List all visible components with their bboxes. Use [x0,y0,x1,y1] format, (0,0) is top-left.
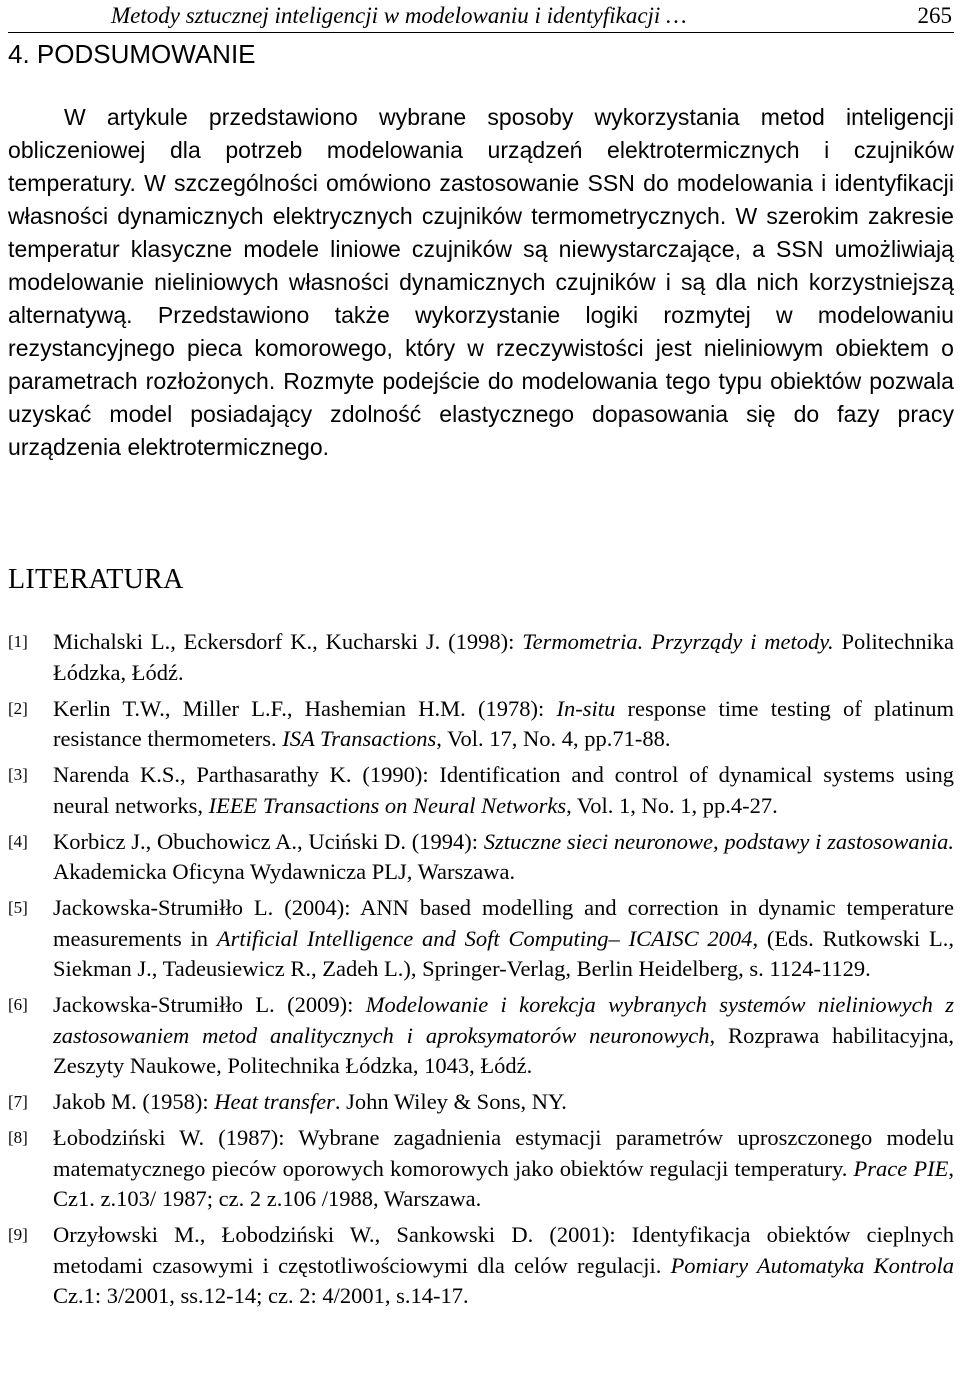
running-header [8,2,954,33]
reference-text: , (Eds. Rutkowski L., Siekman J., Tadeusiewicz R., Zadeh L.), Springer-Verlag, Berlin Heidelberg, s. 1124-1129. [53,925,954,981]
reference-italic-text: Artificial Intelligence and Soft Computing– ICAISC 2004 [216,925,753,951]
reference-italic-text: IEEE Transactions on Neural Networks [208,792,567,818]
reference-text: Jackowska-Strumiłło L. (2004): ANN based modelling and correction in dynamic temperature measurements in [53,895,954,951]
page-number: 265 [917,3,952,28]
reference-text: Akademicka Oficyna Wydawnicza PLJ, Warszawa. [53,859,516,884]
reference-text: , Rozprawa habilitacyjna, Zeszyty Naukowe, Politechnika Łódzka, 1043, Łódź. [53,1022,954,1078]
summary-paragraph: W artykule przedstawiono wybrane sposoby wykorzystania metod inteligencji obliczeniowej dla potrzeb modelowania urządzeń elektrotermicznych i czujników temperatury. W szczególności omówiono zastosowanie SSN do modelowania i identyfikacji własności dynamicznych elektrycznych czujników termometrycznych. W szerokim zakresie temperatur klasyczne modele liniowe czujników są niewystarczające, a SSN umożliwiają modelowanie nieliniowych własności dynamicznych czujników i są dla nich korzystniejszą alternatywą. Przedstawiono także wykorzystanie logiki rozmytej w modelowaniu rezystancyjnego pieca komorowego, który w rzeczywistości jest nieliniowym obiektem o parametrach rozłożonych. Rozmyte podejście do modelowania tego typu obiektów pozwala uzyskać model posiadający zdolność elastycznego dopasowania się do fazy pracy urządzenia elektrotermicznego. [8,104,954,460]
reference-number: [6] [8,995,28,1014]
reference-text: Kerlin T.W., Miller L.F., Hashemian H.M. (1978): [53,695,557,721]
reference-item [8,760,954,821]
section-heading-literature: LITERATURA [8,564,184,595]
reference-text: Narenda K.S., Parthasarathy K. (1990): Identification and control of dynamical systems using neural networks, [53,762,954,818]
reference-item [8,1123,954,1215]
reference-text: , Vol. 17, No. 4, pp.71-88. [436,726,671,751]
reference-item [8,990,954,1082]
reference-item [8,893,954,985]
reference-text: Cz.1: 3/2001, ss.12-14; cz. 2: 4/2001, s.14-17. [53,1283,469,1308]
reference-text: Michalski L., Eckersdorf K., Kucharski J. (1998): [53,629,523,654]
reference-text: , Vol. 1, No. 1, pp.4-27. [566,792,778,818]
reference-text: Korbicz J., Obuchowicz A., Uciński D. (1994): [53,828,484,854]
reference-italic-text: In-situ [556,695,616,721]
reference-italic-text: Modelowanie i korekcja wybranych systemów nieliniowych z zastosowaniem metod analitycznych i aproksymatorów neuronowych [53,992,954,1048]
reference-italic-text: Termometria. Przyrządy i metody. [522,629,834,654]
reference-italic-text: Heat transfer [214,1089,335,1114]
reference-number: [4] [8,831,28,851]
running-header-title: Metody sztucznej inteligencji w modelowaniu i identyfikacji … [111,3,687,28]
reference-number: [3] [8,765,28,784]
reference-italic-text: ISA Transactions [282,726,437,751]
reference-text: Orzyłowski M., Łobodziński W., Sankowski D. (2001): Identyfikacja obiektów cieplnych metodami czasowymi i częstotliwościowymi dla celów regulacji. [53,1222,954,1278]
reference-text: Łobodziński W. (1987): Wybrane zagadnienia estymacji parametrów uproszczonego modelu matematycznego pieców oporowych komorowych jako obiektów regulacji temperatury. [53,1125,954,1181]
reference-text: Jackowska-Strumiłło L. (2009): [53,992,366,1017]
reference-item [8,1220,954,1312]
reference-number: [7] [8,1092,28,1111]
reference-text: Politechnika Łódzka, Łódź. [53,629,954,685]
reference-list [8,627,954,1317]
reference-item [8,694,954,755]
reference-text: response time testing of platinum resistance thermometers. [53,695,954,751]
reference-number: [8] [8,1128,28,1147]
reference-text: . John Wiley & Sons, NY. [334,1089,567,1114]
reference-item [8,827,954,888]
reference-text: Jakob M. (1958): [53,1089,215,1114]
section-heading-summary: 4. PODSUMOWANIE [8,39,256,69]
reference-number: [9] [8,1225,28,1244]
reference-number: [5] [8,898,28,917]
reference-text: , Cz1. z.103/ 1987; cz. 2 z.106 /1988, Warszawa. [53,1155,954,1211]
reference-item [8,627,954,688]
reference-number: [2] [8,698,28,718]
reference-italic-text: Sztuczne sieci neuronowe, podstawy i zastosowania. [483,828,955,854]
reference-number: [1] [8,632,28,651]
reference-italic-text: Pomiary Automatyka Kontrola [670,1252,955,1278]
reference-italic-text: Prace PIE [853,1155,949,1181]
reference-item [8,1087,954,1118]
